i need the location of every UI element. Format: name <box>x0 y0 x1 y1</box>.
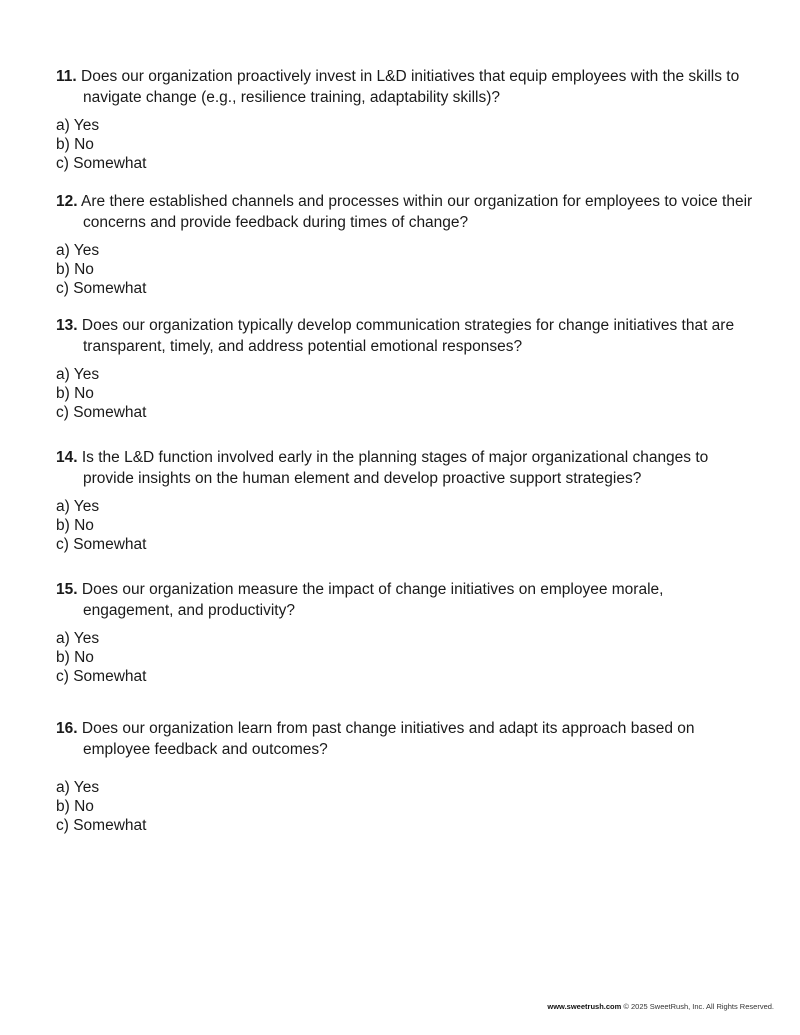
option-somewhat: c) Somewhat <box>56 155 147 172</box>
question-12 <box>56 191 756 298</box>
website-link[interactable]: www.sweetrush.com <box>547 1002 622 1011</box>
question-number: 11. <box>56 68 77 85</box>
answer-options <box>56 778 756 835</box>
option-yes: a) Yes <box>56 366 100 383</box>
question-body: Are there established channels and processes within our organization for employees to voice their concerns and provide feedback during times of change? <box>81 193 753 231</box>
copyright-text: © 2025 SweetRush, Inc. All Rights Reserved. <box>623 1002 774 1011</box>
question-body: Does our organization learn from past change initiatives and adapt its approach based on employee feedback and outcomes? <box>81 720 695 758</box>
question-text <box>56 447 756 489</box>
question-14 <box>56 447 756 554</box>
answer-options <box>56 497 756 554</box>
question-body: Does our organization proactively invest in L&D initiatives that equip employees with the skills to navigate change (e.g., resilience training, adaptability skills)? <box>81 68 740 106</box>
option-somewhat: c) Somewhat <box>56 280 147 297</box>
option-yes: a) Yes <box>56 630 100 647</box>
question-body: Does our organization measure the impact of change initiatives on employee morale, engagement, and productivity? <box>81 581 664 619</box>
option-no: b) No <box>56 261 94 278</box>
question-15 <box>56 579 756 686</box>
question-text <box>56 191 756 233</box>
question-number: 16. <box>56 720 78 737</box>
question-number: 12. <box>56 193 78 210</box>
answer-options <box>56 629 756 686</box>
option-somewhat: c) Somewhat <box>56 668 147 685</box>
option-no: b) No <box>56 517 94 534</box>
option-no: b) No <box>56 136 94 153</box>
option-somewhat: c) Somewhat <box>56 404 147 421</box>
option-yes: a) Yes <box>56 498 100 515</box>
option-no: b) No <box>56 798 94 815</box>
question-body: Does our organization typically develop communication strategies for change initiatives that are transparent, timely, and address potential emotional responses? <box>81 317 735 355</box>
option-yes: a) Yes <box>56 117 100 134</box>
question-11 <box>56 66 756 173</box>
question-number: 14. <box>56 449 78 466</box>
option-somewhat: c) Somewhat <box>56 817 147 834</box>
option-yes: a) Yes <box>56 242 100 259</box>
answer-options <box>56 116 756 173</box>
question-body: Is the L&D function involved early in the planning stages of major organizational changes to provide insights on the human element and develop proactive support strategies? <box>81 449 709 487</box>
page-footer <box>547 1002 774 1011</box>
option-yes: a) Yes <box>56 779 100 796</box>
question-number: 15. <box>56 581 78 598</box>
question-text <box>56 579 756 621</box>
question-text <box>56 315 756 357</box>
question-text <box>56 66 756 108</box>
question-16 <box>56 718 756 835</box>
question-number: 13. <box>56 317 78 334</box>
question-text <box>56 718 756 760</box>
question-13 <box>56 315 756 422</box>
option-no: b) No <box>56 649 94 666</box>
option-no: b) No <box>56 385 94 402</box>
answer-options <box>56 365 756 422</box>
option-somewhat: c) Somewhat <box>56 536 147 553</box>
answer-options <box>56 241 756 298</box>
